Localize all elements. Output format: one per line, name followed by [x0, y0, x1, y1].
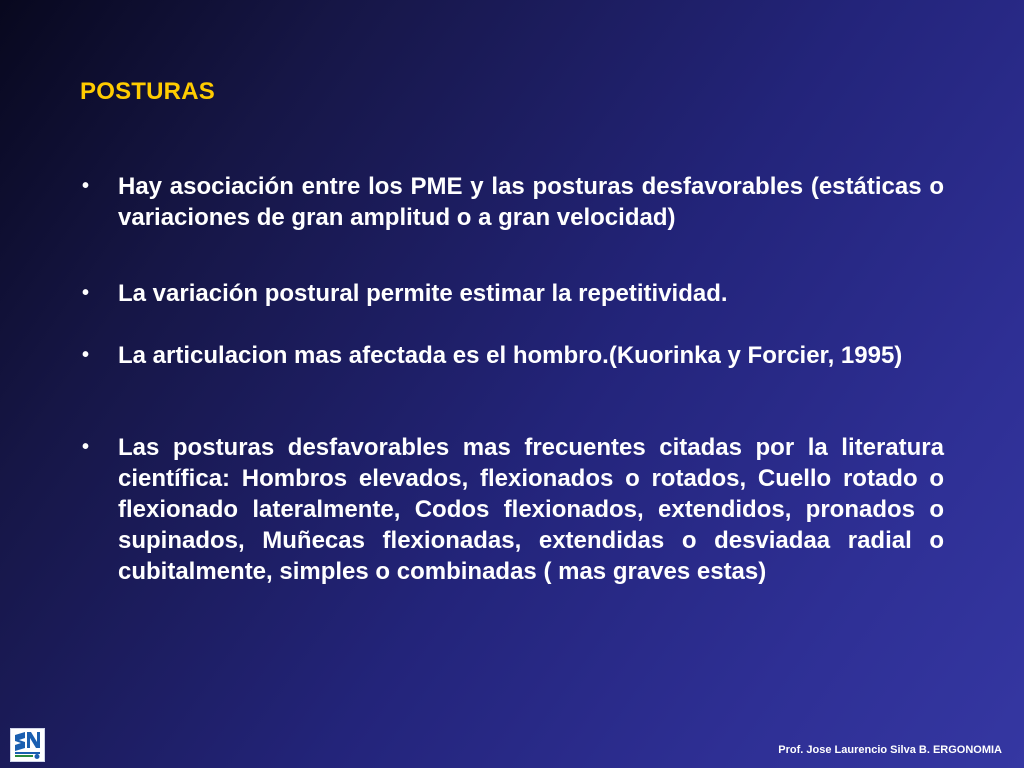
bullet-marker: • [82, 175, 90, 197]
bullet-marker: • [82, 344, 90, 366]
slide-title: POSTURAS [80, 78, 215, 105]
bullet-item [82, 340, 944, 371]
institution-logo-icon [10, 728, 45, 762]
bullet-marker: • [82, 436, 90, 458]
bullet-text: Las posturas desfavorables mas frecuentes citadas por la literatura científica: Hombros elevados, flexionados o rotados, Cuello rotado o flexionado lateralmente, Codos flexionados, extendidos, pronados o supinados, Muñecas flexionadas, extendidas o desviadaa radial o cubitalmente, simples o combinadas ( mas graves estas) [118, 434, 944, 585]
bullet-text: Hay asociación entre los PME y las posturas desfavorables (estáticas o variaciones de gran amplitud o a gran velocidad) [118, 173, 944, 231]
bullet-item [82, 278, 944, 309]
bullet-text: La variación postural permite estimar la repetitividad. [118, 280, 728, 307]
footer-credit: Prof. Jose Laurencio Silva B. ERGONOMIA [778, 744, 1002, 756]
bullet-item [82, 432, 944, 587]
bullet-item [82, 171, 944, 233]
bullet-text: La articulacion mas afectada es el hombro.(Kuorinka y Forcier, 1995) [118, 342, 903, 369]
bullet-marker: • [82, 282, 90, 304]
